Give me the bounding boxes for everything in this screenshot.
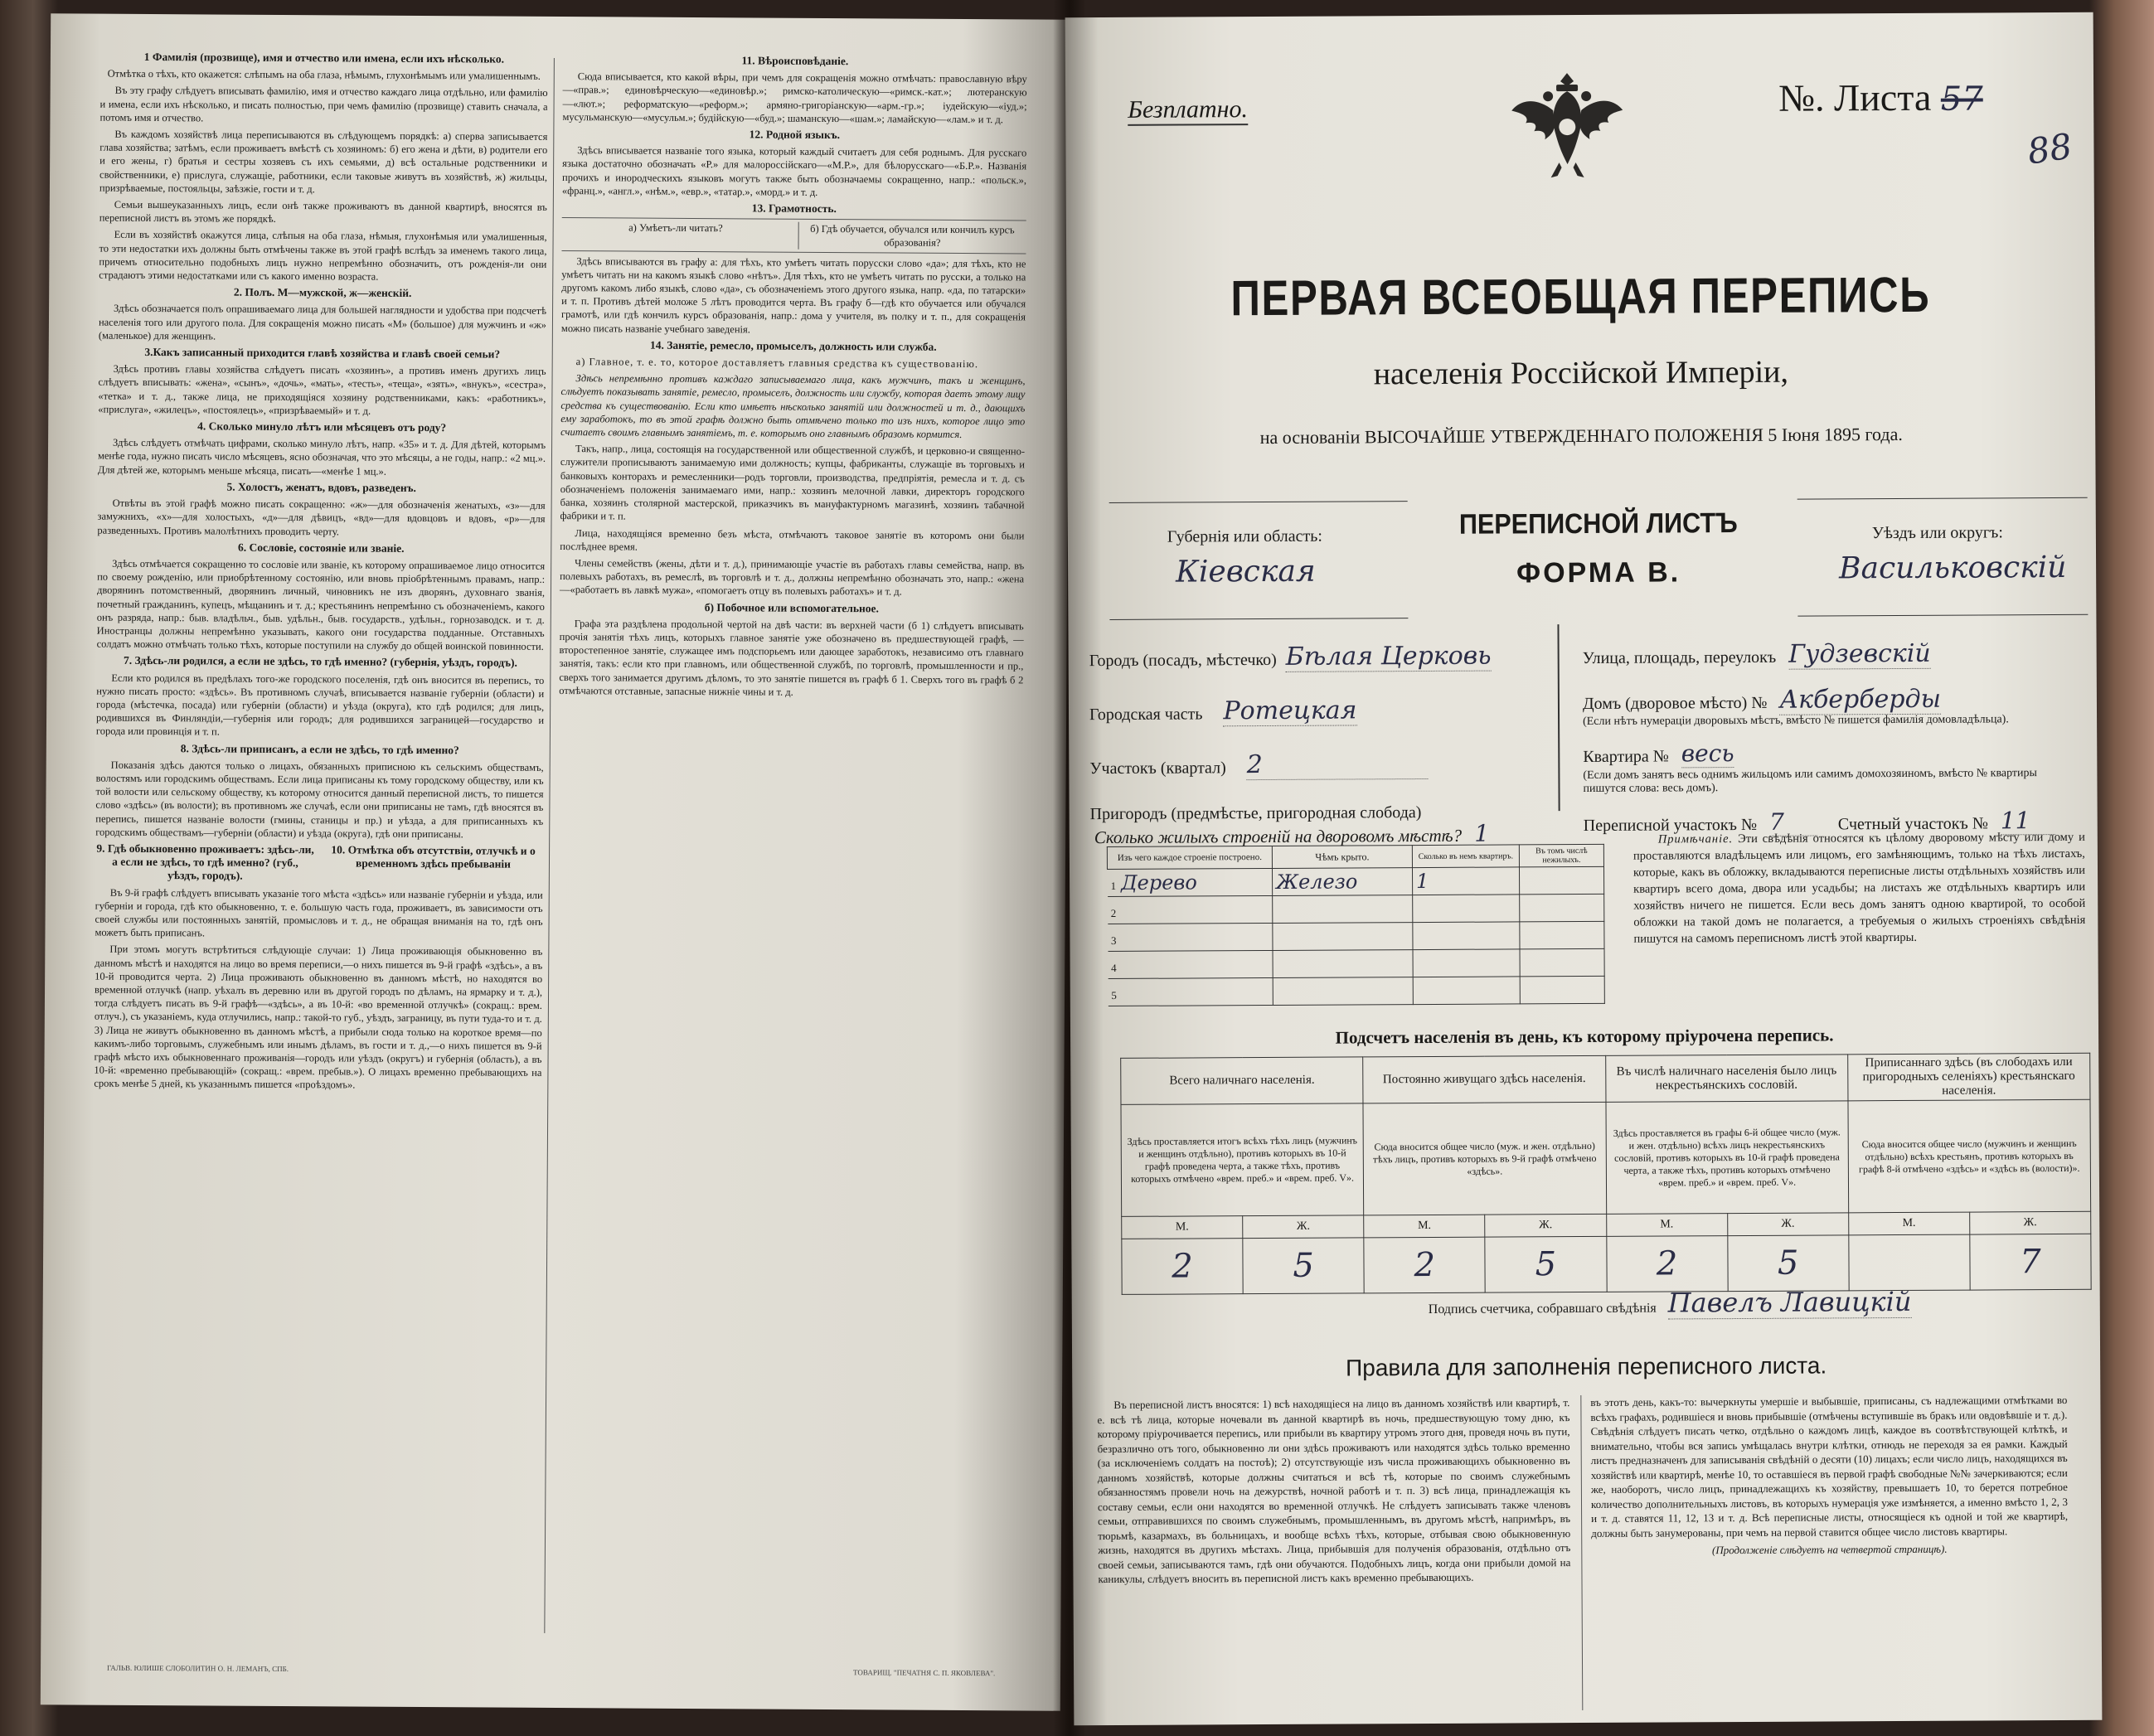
rule-9-heading: 9. Гдѣ обыкновенно проживаетъ: здѣсь-ли, а если не здѣсь, то гдѣ именно? (губ., уѣздъ, городъ). (96, 841, 314, 883)
bt-row (1108, 894, 1604, 924)
left-page (41, 13, 1070, 1710)
ct-value: 5 (1727, 1235, 1848, 1292)
rule-7-heading: 7. Здѣсь-ли родился, а если не здѣсь, то гдѣ именно? (губернія, уѣздъ, городъ). (123, 654, 517, 670)
rule-6-heading: 6. Сословіе, состояніе или званіе. (238, 541, 405, 555)
address-divider (1557, 624, 1560, 811)
rule-1-text-a: Въ эту графу слѣдуетъ вписывать фамилію, имя и отчество каждаго лица отдѣльно, или фамилію и имена, если ихъ нѣсколько, и писать полностью, при чемъ фамилію (прозвище) ставить сначала, а потомъ имя и отчество. (99, 85, 548, 124)
bt-col-empty: Въ томъ числѣ нежилыхъ. (1519, 844, 1603, 867)
gubernia-label: Губернія или область: (1167, 526, 1322, 546)
uezd-value: Васильковскій (1839, 550, 2067, 586)
stroenia-label: Сколько жилыхъ строеній на дворовомъ мѣстѣ? (1094, 825, 1463, 848)
ct-sex-header: Ж. (1727, 1213, 1848, 1236)
bt-row (1108, 948, 1604, 978)
ct-sex-header: М. (1122, 1216, 1243, 1239)
dom-label: Домъ (дворовое мѣсто) № (1582, 693, 1768, 714)
sheet-number-struck: 57 (1940, 80, 1983, 119)
rule-9-text-b: При этомъ могутъ встрѣтиться слѣдующіе случаи: 1) Лица проживающія обыкновенно въ данномъ мѣстѣ и находятся на лицо во время переписи,—о нихъ пишется въ 9-й графѣ «здѣсь», а въ 10-й проводится черта. 2) Лица проживають обыкновенно въ данномъ мѣстѣ, но находятся во временной отлучкѣ (напр. уѣхалъ въ деревню или въ другой городъ по дѣламъ, на ярмарку и т. д.), тогда слѣдуетъ писать въ 9-й графѣ—«здѣсь», а въ 10-й: «во временной отлучкѣ» (сокращ.: врем. отлуч.), съ указаніемъ, куда отлучились, напр.: такой-то губ., уѣздъ, заграницу, въ пути туда-то и т. д. 3) Лица не живутъ обыкновенно въ данномъ мѣстѣ, а прибыли сюда только на короткое время—по какимъ-либо торговымъ, служебнымъ или инымъ дѣламъ, въ гости и т. д.,—о нихъ пишется въ 9-й графѣ мѣсто ихъ обыкновеннаго проживанія—городъ или уѣздъ (округъ) и губернія (область), а въ 10-й: «временно пребывающій» (сокращ.: «врем. пребыв.»). О лицахъ временно пребывающихъ на срокъ менѣе 5 дней, къ указаннымъ пишется «проѣздомъ». (94, 943, 543, 1091)
ct-sex-header: М. (1848, 1212, 1969, 1235)
schet-uch-label: Счетный участокъ № (1837, 814, 1988, 834)
buildings-table (1107, 844, 1605, 1006)
ct-h-noncrest: Въ числѣ наличнаго населенія было лицъ некрестьянскихъ сословій. (1605, 1055, 1848, 1103)
rule-2-text: Здѣсь обозначается полъ опрашиваемаго лица для большей наглядности и удобства при подсчетѣ населенія того или другого пола. Для сокращенія можно писать «М» (большое) для мужчинъ и «ж» (маленькое) для женщинъ. (98, 303, 547, 342)
prigorod-label: Пригородъ (предмѣстье, пригородная слобода) (1089, 803, 1422, 824)
rule-1-text-c: Семьи вышеуказанныхъ лицъ, если онѣ также проживаютъ въ данной квартирѣ, вносятся въ переписной листъ въ этомъ же порядкѣ. (99, 198, 547, 225)
ct-d-noncrest: Здѣсь проставляется въ графы 6-й общее число (муж. и жен. отдѣльно) всѣхъ лицъ некрестьянскихъ сословій, противъ которыхъ въ 10-й графѣ проведена черта, а также тѣхъ, противъ которыхъ отмѣчено «врем. преб.» и «врем. преб. V». (1605, 1101, 1848, 1215)
rules-continued: (Продолженіе слѣдуетъ на четвертой страницѣ). (1711, 1542, 1948, 1557)
form-title: ПЕРЕПИСНОЙ ЛИСТЪ (1458, 507, 1738, 541)
bt-row (1108, 976, 1604, 1006)
rule-12-text: Здѣсь вписывается названіе того языка, который каждый считаетъ для себя роднымъ. Для русскаго языка достаточно обозначать «Р.» для малороссійскаго—«М.Р.», для бѣлорусскаго—«Б.Р.». Названія прочихъ и инородческихъ языковъ могутъ также быть обозначаемы сокращенно, напр.: «польск.», «франц.», «англ.», «нѣм.», «евр.», «татар.», «морд.» и т. д. (561, 144, 1027, 198)
kvartira-value: весь (1681, 739, 1734, 768)
signature-label: Подпись счетчика, собравшаго свѣдѣнія (1428, 1301, 1657, 1317)
bt-row-number: 5 (1111, 988, 1117, 1001)
chast-value: Ротецкая (1223, 696, 1357, 726)
bt-col-apts: Сколько въ немъ квартиръ. (1412, 845, 1519, 868)
bt-col-material: Изъ чего каждое строеніе построено. (1107, 846, 1272, 869)
ct-d-crest: Сюда вносится общее число (мужчинъ и женщинъ отдѣльно) всѣхъ крестьянъ, противъ которыхъ въ графѣ 8-й отмѣчено «здѣсь» и «здѣсь въ (волости)». (1848, 1099, 2091, 1213)
bt-row-number: 1 (1110, 879, 1117, 892)
rule-4-text: Здѣсь слѣдуетъ отмѣчать цифрами, сколько минуло лѣтъ, напр. «35» и т. д. Для дѣтей, которымъ менѣе года, нужно писать число мѣсяцевъ, ясно обозначая, что это мѣсяцы, а не годы, напр.: «2 мц.». Для дѣтей же, которымъ меньше мѣсяца, писать—«менѣе 1 мц.». (97, 437, 546, 478)
rule-13a-heading: а) Умѣетъ-ли читать? (628, 221, 723, 235)
rule-13b-heading: б) Гдѣ обучается, обучался или кончилъ курсъ образованія? (798, 222, 1026, 250)
gorod-value: Бѣлая Церковь (1285, 641, 1492, 672)
rule-5-heading: 5. Холостъ, женатъ, вдовъ, разведенъ. (226, 480, 417, 494)
ct-value (1849, 1234, 1970, 1291)
census-main-title: ПЕРВАЯ ВСЕОБЩАЯ ПЕРЕПИСЬ (1230, 266, 1931, 327)
rule-7-text: Если кто родился въ предѣлахъ того-же городского поселенія, гдѣ онъ вносится въ перепись, то нужно писать просто: «здѣсь». Въ противномъ случаѣ, вписывается названіе губерніи (области) и города (мѣстечка, посада) или губерніи (области) и уѣзда (округа), кто гдѣ родился; для лицъ, родившихся въ Финляндіи,—губернія или городъ; для родившихся заграницей—государство и города или провинція и т. п. (95, 672, 545, 738)
address-left (1080, 620, 1545, 824)
gubernia-box (1109, 501, 1409, 620)
ct-d-permanent: Сюда вносится общее число (муж. и жен. отдѣльно) тѣхъ лицъ, противъ которыхъ въ 9-й графѣ отмѣчено «здѣсь». (1363, 1102, 1606, 1215)
rule-14-heading: 14. Занятіе, ремесло, промыселъ, должность или служба. (649, 338, 937, 353)
kvartira-label: Квартира № (1583, 747, 1669, 767)
rule-1-text-d: Если въ хозяйствѣ окажутся лица, слѣпыя на оба глаза, нѣмыя, глухонѣмыя или умалишенныя, то эти недостатки ихъ должны быть отмѣчены также въ этой графѣ вслѣдъ за именемъ такого лица, причемъ относительно подобныхъ лицъ нужно непремѣнно обозначить, отъ рожденія-ли они страдаютъ этими недостатками или съ какого именно возраста. (99, 229, 547, 283)
left-footer-1: ГАЛЬВ. ЮЛИШЕ СЛОБОЛИТИН О. Н. ЛЕМАНЪ, СПБ. (107, 1663, 289, 1674)
left-column-1 (94, 47, 548, 1097)
rule-14-text-c: Лица, находящіяся временно безъ мѣста, отмѣчаютъ таковое занятіе въ которомъ они были послѣднее время. (560, 526, 1025, 553)
sheet-label-text: №. Листа (1778, 75, 1932, 119)
note-block (1633, 829, 2086, 948)
dom-note: (Если нѣтъ нумераціи дворовыхъ мѣстъ, вмѣсто № пишется фамилія домовладѣльца). (1583, 713, 2009, 729)
uchastok-value: 2 (1247, 749, 1429, 780)
ulica-label: Улица, площадь, переулокъ (1582, 647, 1777, 668)
population-count-table (1120, 1053, 2091, 1295)
ct-h-crest: Приписаннаго здѣсь (въ слободахъ или пригородныхъ селеніяхъ) крестьянскаго населенія. (1847, 1053, 2090, 1101)
ct-sex-header: Ж. (1485, 1214, 1606, 1237)
sheet-number-handwritten: 88 (2025, 125, 2075, 172)
bt-cell-roof: Железо (1276, 870, 1358, 894)
rule-13-heading: 13. Грамотность. (751, 201, 837, 216)
rule-11-heading: 11. Вѣроисповѣданіе. (741, 54, 849, 68)
uchastok-label: Участокъ (квартал) (1089, 759, 1226, 778)
census-basis: на основаніи ВЫСОЧАЙШЕ УТВЕРЖДЕННАГО ПОЛОЖЕНІЯ 5 Іюня 1895 года. (1259, 423, 1903, 449)
rule-5-text: Отвѣты въ этой графѣ можно писать сокращенно: «ж»—для обозначенія женатыхъ, «з»—для замужнихъ, «х»—для холостыхъ, «д»—для дѣвицъ, «вд»—для вдовцовъ и вдовъ, «р»—для разведенныхъ. Противъ малолѣтнихъ проводить черту. (97, 497, 546, 537)
rule-14-text-b: Такъ, напр., лица, состоящія на государственной или общественной службѣ, и церковно-и священно-служители прописываютъ занимаемую ими должность; купцы, фабриканты, служащіе въ торговыхъ и банковыхъ конторахъ и ремесленники—родъ торговли, производства, предпріятія, ремесла и т. д. съ обозначеніемъ положенія занимаемаго ими, напр.: хозяинъ мелочной лавки, директоръ городского банка, хозяинъ столярной мастерской, приказчикъ въ мануфактурномъ магазинѣ, хозяинъ табачной фабрики и т. п. (560, 443, 1026, 522)
ct-value: 2 (1122, 1239, 1243, 1295)
imperial-eagle-emblem (1505, 65, 1630, 190)
rule-13-text: Здѣсь вписываются въ графу а: для тѣхъ, кто умѣетъ читать порусски слово «да»; для тѣхъ, кто не умѣетъ читать ни на какомъ языкѣ слово «нѣтъ». Для тѣхъ, кто не умѣетъ читать по русски, а только на другомъ какомъ либо языкѣ, слово «да», съ обозначеніемъ этого другого языка, напр. «да, по татарски» и т. п. Противъ дѣтей моложе 5 лѣтъ проводится черта. Въ графу б—гдѣ кто обучается или обучался грамотѣ, или гдѣ кончилъ курсъ образованія, напр.: дома у учителя, въ полку и т. п., для сокращенія можно писать названіе учебнаго заведенія. (560, 255, 1026, 336)
bt-cell-material: Дерево (1121, 870, 1197, 895)
stroenia-value: 1 (1474, 819, 1490, 847)
rule-14a-heading: а) Главное, т. е. то, которое доставляетъ главныя средства къ существованію. (575, 356, 979, 371)
address-right (1574, 618, 2088, 836)
sheet-number-label (1778, 75, 1983, 119)
rule-11-text: Сюда вписывается, кто какой вѣры, при чемъ для сокращенія можно отмѣчать: православную вѣру—«прав.»; единовѣрческую—«единовѣр.»; римско-католическую—«римск.-кат.»; лютеранскую—«лют.»; реформатскую—«реформ.»; армяно-григоріанскую—«арм.-гр.»; іудейскую—«іуд.»; мусульманскую—«мусульм.»; будійскую—«буд.»; шаманскую—«шам.»; ламайскую—«лам.» и т. д. (562, 70, 1027, 126)
rule-4-heading: 4. Сколько минуло лѣтъ или мѣсяцевъ отъ роду? (197, 419, 447, 434)
rule-3-heading: 3.Какъ записанный приходится главѣ хозяйства и главѣ своей семьи? (144, 346, 501, 361)
rule-1-text-b: Въ каждомъ хозяйствѣ лица переписываются въ слѣдующемъ порядкѣ: а) сперва записывается глава хозяйства; затѣмъ, если проживаетъ вмѣстѣ съ хозяиномъ: б) его жена и дѣти, в) родители его и его жены, г) братья и сестры хозяевъ съ ихъ семьями, д) всѣ остальные родственники и свойственники, е) прислуга, служащіе, работники, если таковые живутъ въ хозяйствѣ, ж) жильцы, призрѣваемые, постояльцы, заѣзжіе, гости и т. д. (99, 128, 548, 196)
free-label: Безплатно. (1128, 95, 1248, 126)
ct-value: 5 (1485, 1236, 1606, 1292)
perepis-uch-label: Переписной участокъ № (1583, 815, 1758, 836)
ct-h-total: Всего наличнаго населенія. (1121, 1057, 1364, 1105)
bt-col-roof: Чѣмъ крыто. (1272, 846, 1412, 869)
uezd-label: Уѣздъ или округъ: (1871, 523, 2003, 543)
signature-value: Павелъ Лавицкій (1667, 1285, 1912, 1319)
ct-sex-header: Ж. (1970, 1211, 2091, 1234)
rule-14-text-a: Здѣсь непремѣнно противъ каждаго записываемаго лица, какъ мужчинъ, такъ и женщинъ, слѣдуетъ показывать занятіе, ремесло, промыселъ, должность или службу, которая даетъ этому лицу средства къ существованію. Если кто имѣетъ нѣсколько занятій или должностей и т. д., дающихъ ему заработокъ, то въ этой графѣ должно быть отмѣчено только то изъ нихъ, которое лицо это считаетъ своимъ главнымъ занятіемъ, т. е. которымъ оно главнымъ образомъ кормится. (560, 372, 1026, 441)
census-subtitle: населенія Россійской Имперіи, (1373, 354, 1789, 392)
rule-1-note: Отмѣтка о тѣхъ, кто окажется: слѣпымъ на оба глаза, нѣмымъ, глухонѣмымъ или умалишеннымъ. (107, 67, 541, 83)
bt-row-number: 4 (1111, 961, 1117, 974)
note-title: Примѣчаніе. (1657, 832, 1734, 846)
rules-col-1: Въ переписной листъ вносятся: 1) всѣ находящіеся на лицо въ данномъ хозяйствѣ или квартирѣ, т. е. всѣ тѣ лица, которые ночевали въ данной квартирѣ въ ночь, предшествующую тому дню, къ которому пріурочивается перепись, или прибыли въ квартиру утромъ этого дня, проведя ночь въ пути, безразлично отъ того, обыкновенно ли они здѣсь проживаютъ или находятся здѣсь только временно (за исключеніемъ солдатъ на постоѣ); 2) отсутствующіе изъ числа проживающихъ обыкновенно въ данномъ хозяйствѣ, которые должны считаться и всѣ тѣ, которые по своимъ служебнымъ обязанностямъ провели ночь на дежурствѣ, ночной работѣ и т. п. 3) всѣ лица, принадлежащія къ составу семьи, если они находятся во временной отлучкѣ. Не слѣдуетъ записывать также членовъ семьи, отправившихся по своимъ служебнымъ, промышленнымъ, въ другомъ мѣстѣ, напримѣръ, въ тюрьмѣ, казармахъ, въ больницахъ, и вообще всѣхъ тѣхъ, которые, отбывая свою обыкновенную жизнь, находятся въ другихъ мѣстахъ. Лица, прибывшія для полученія образованія, отдѣльно отъ своей семьи, записываются тамъ, гдѣ они обучаются. Подобныхъ лицъ, когда они прибыли домой на каникулы, слѣдуетъ вносить въ переписной листъ какъ временно пребывающихъ. (1097, 1396, 1571, 1586)
form-subtitle: ФОРМА В. (1516, 556, 1681, 589)
right-page (1065, 12, 2103, 1725)
left-footer-2: ТОВАРИЩ. "ПЕЧАТНЯ С. П. ЯКОВЛЕВА". (853, 1668, 996, 1678)
rule-10-heading: 10. Отмѣтка объ отсутствіи, отлучкѣ и о временномъ здѣсь пребываніи (331, 843, 536, 870)
rule-6-text: Здѣсь отмѣчается сокращенно то сословіе или званіе, къ которому опрашиваемое лицо относится по своему рожденію, или приобрѣтенному состоянію, или вновь пріобрѣтеннымъ правамъ, напр.: дворянинъ потомственный, дворянинъ личный, чиновникъ не изъ дворянъ, духовнаго званія, почетный гражданинъ, купецъ, мѣщанинъ и т. д.; крестьянинъ непремѣнно съ обозначеніемъ, какого онъ разряда, напр.: быв. владѣльч., быв. удѣльн., быв. государств., удѣльн., горнозаводск. и т. д. Иностранцы должны непремѣнно указывать, какого они государства подданные. Отставныхъ солдатъ можно отмѣчать только тѣхъ, которые поступили на службу до общей воинской повинности. (96, 557, 546, 653)
rule-8-heading: 8. Здѣсь-ли приписанъ, а если не здѣсь, то гдѣ именно? (180, 741, 459, 756)
signature-row (1429, 1286, 1912, 1320)
chast-label: Городская часть (1089, 705, 1203, 725)
rule-14-text-d: Члены семействъ (жены, дѣти и т. д.), принимающіе участіе въ работахъ главы семейства, напр. въ полевыхъ работахъ, въ ремеслѣ, въ торговлѣ и т. д., должны непремѣнно обозначать это, напр.: «жена—«работаетъ въ лавкѣ мужа», «помогаетъ отцу въ полевыхъ работахъ» и т. д. (559, 557, 1025, 598)
schet-uch-value: 11 (2001, 807, 2055, 835)
perepis-uch-value: 7 (1769, 808, 1817, 836)
rule-2-heading: 2. Полъ. М—мужской, ж—женскій. (233, 285, 412, 300)
ct-d-total: Здѣсь проставляется итогъ всѣхъ тѣхъ лицъ (мужчинъ и женщинъ отдѣльно), противъ которыхъ въ 10-й графѣ проведена черта, а также тѣхъ, противъ которыхъ отмѣчено «врем. преб.» и «врем. преб. V». (1121, 1103, 1364, 1217)
rule-1-heading: 1 Фамилія (прозвище), имя и отчество или имена, если ихъ нѣсколько. (143, 50, 505, 65)
kvartira-note: (Если домъ занятъ весь однимъ жильцомъ или самимъ домохозяиномъ, вмѣсто № квартиры пишутся слова: весь домъ). (1583, 767, 2037, 796)
rules-col-2-text: въ этотъ день, какъ-то: вычеркнуты умершіе и выбывшіе, приписаны, съ надлежащими отмѣтками во всѣхъ графахъ, родившіеся и вновь прибывшіе (отмѣчены вступившіе въ бракъ или овдовѣвшіе и т. д.). Свѣдѣнія слѣдуетъ писать четко, отдѣльно о каждомъ лицѣ, каждое въ соотвѣтствующей клѣткѣ, и внимательно, чтобы вся запись умѣщалась внутри клѣтки, отнюдь не переходя за ея рамки. Каждый листъ предназначенъ для записыванія свѣдѣній о десяти (10) лицахъ; если число лицъ, находящихся въ хозяйствѣ или квартирѣ, менѣе 10, то оставшіеся въ первой графѣ свободные №№ зачеркиваются; если же, наоборотъ, число лицъ, принадлежащихъ къ хозяйству, превышаетъ 10, то берется потребное количество дополнительныхъ листовъ, въ которыхъ нумерація уже измѣняется, а именно вмѣсто 1, 2, 3 и т. д. ставятся 11, 12, 13 и т. д. Всѣ переписные листы, относящіеся къ одной и той же квартирѣ, должны быть занумерованы, при чемъ на первой ставится общее число листовъ квартиры. (1590, 1393, 2069, 1540)
ct-sex-header: М. (1364, 1215, 1485, 1238)
ct-sex-header: М. (1606, 1214, 1727, 1237)
rule-14-text-e: Графа эта раздѣлена продольной чертой на двѣ части: въ верхней части (б 1) слѣдуетъ вписывать прочія занятія тѣхъ лицъ, которыхъ главное занятіе уже обозначено въ предшествующей графѣ, —второстепенное занятіе, служащее имъ подспорьемъ или дающее заработокъ, независимо отъ главнаго занятія, такъ: если кто при главномъ, или общественной службѣ, по торговлѣ, промышленности и пр., сверхъ того занимается другимъ дѣломъ, то это занятіе пишется въ графѣ б 1. Сверхъ того въ графѣ б 2 отмѣчаются отставные, запасные нижніе чины и т. д. (559, 617, 1024, 698)
bt-row-number: 2 (1110, 906, 1117, 919)
ct-value: 7 (1970, 1234, 2091, 1290)
ct-h-permanent: Постоянно живущаго здѣсь населенія. (1363, 1055, 1606, 1103)
ct-value: 2 (1364, 1237, 1485, 1293)
bt-row-number: 3 (1110, 933, 1117, 947)
bt-cell-apts: 1 (1416, 869, 1429, 894)
count-title: Подсчетъ населенія въ день, къ которому пріурочена перепись. (1335, 1025, 1834, 1048)
rule-8-text: Показанія здѣсь даются только о лицахъ, обязанныхъ приписною къ сельскимъ обществамъ, волостямъ или городскимъ обществамъ. Если лица приписаны къ тому городскому обществу, или къ той волости или сельскому обществу, къ которому относится данный переписной листъ, то пишется слово «здѣсь» (въ волости); въ противномъ же случаѣ, если они приписаны не тамъ, гдѣ вносятся въ перепись, пишется названіе волости (гмины, станицы и пр.) и уѣзда, а для приписанныхъ къ городскимъ обществамъ—губерніи (области) и уѣзда (округа), гдѣ они приписаны. (95, 759, 544, 841)
left-column-2 (559, 50, 1027, 703)
dom-value: Акберберды (1779, 684, 1942, 715)
form-title-box (1424, 499, 1773, 617)
rule-14b-heading: б) Побочное или вспомогательное. (704, 600, 879, 614)
rules-divider (1580, 1395, 1583, 1710)
bt-row (1108, 921, 1604, 951)
ulica-value: Гудзевскій (1788, 638, 1931, 669)
uezd-box (1797, 497, 2089, 617)
gorod-label: Городъ (посадъ, мѣстечко) (1089, 650, 1277, 671)
ct-sex-header: Ж. (1243, 1215, 1364, 1239)
rules-col-2 (1590, 1393, 2068, 1559)
rule-9-text-a: Въ 9-й графѣ слѣдуетъ вписывать указаніе того мѣста «здѣсь» или названіе губерніи и уѣзда, или губерніи и города, гдѣ кто обыкновенно, т. е. большую часть года, проживаетъ, въ зависимости отъ своей службы или постоянныхъ занятій, промысловъ и т. д., не обращая вниманія на то, гдѣ онъ можетъ быть приписанъ. (95, 886, 543, 939)
bt-row (1107, 866, 1603, 896)
rule-3-text: Здѣсь противъ главы хозяйства слѣдуетъ писать «хозяинъ», а противъ именъ другихъ лицъ слѣдуетъ вписывать: «жена», «сынъ», «дочь», «мать», «тесть», «теща», «зять», «внукъ», «сестра», «тетка» и т. д., также лица, не приходящіяся хозяину родственниками, какъ: «работникъ», «прислуга», «жилецъ», «постоялецъ», «призрѣваемый» и т. д. (98, 362, 546, 417)
note-text: Эти свѣдѣнія относятся къ цѣлому дворовому мѣсту или дому и проставляются владѣльцемъ или лицомъ, его замѣняющимъ, только на тѣхъ листахъ, которые, какъ въ обложку, вкладываются переписные листы отдѣльныхъ хозяйствъ или квартиръ всего дома, двора или усадьбы; на листахъ же отдѣльныхъ квартиръ или хозяйствъ ничего не пишется. Если весь домъ занятъ одною квартирой, то особой обложки на такой домъ не полагается, а требуемыя о жилыхъ строеніяхъ свѣдѣнія пишутся на самомъ переписномъ листѣ этой квартиры. (1632, 830, 2086, 946)
gubernia-value: Кіевская (1176, 554, 1316, 589)
rule-12-heading: 12. Родной языкъ. (749, 128, 841, 142)
ct-value: 5 (1243, 1238, 1364, 1294)
rules-title: Правила для заполненія переписного листа. (1346, 1352, 1827, 1381)
ct-value: 2 (1606, 1236, 1727, 1292)
